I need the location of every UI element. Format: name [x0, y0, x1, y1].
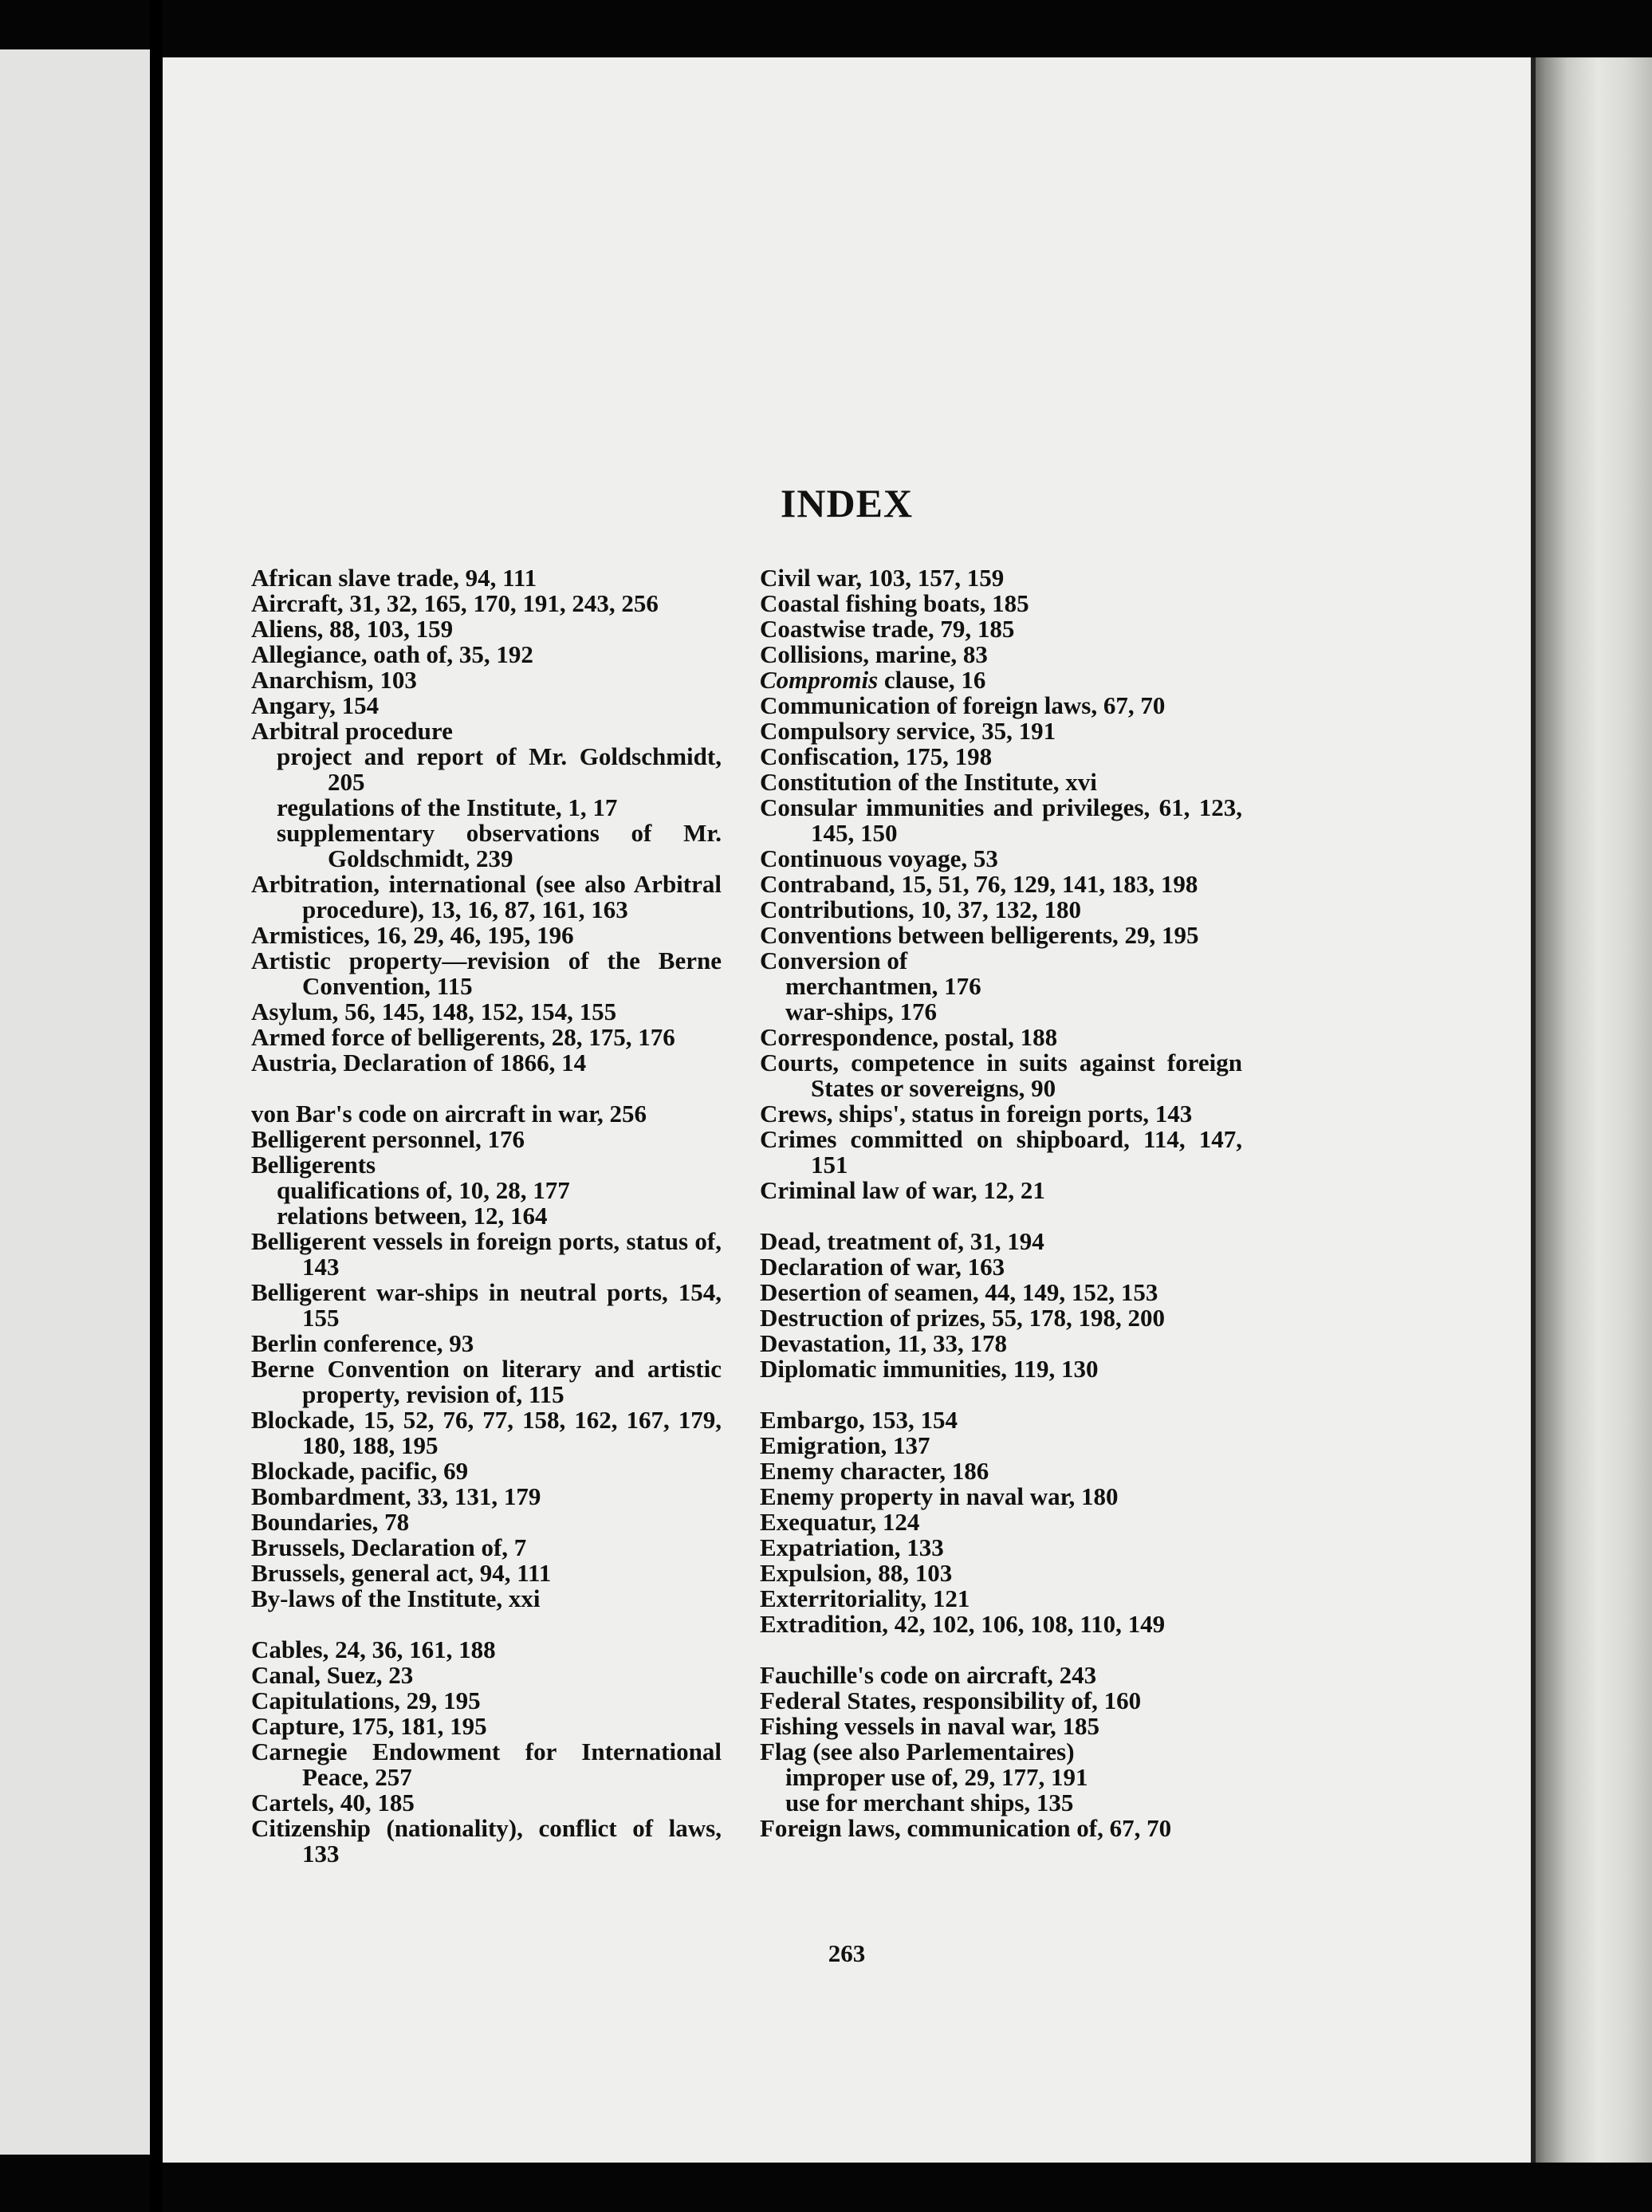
- index-entry: Consular immunities and privileges, 61, 123, 145, 150: [760, 793, 1242, 847]
- index-entry: Canal, Suez, 23: [251, 1661, 414, 1689]
- index-entry: Desertion of seamen, 44, 149, 152, 153: [760, 1278, 1158, 1306]
- index-entry: Federal States, responsibility of, 160: [760, 1687, 1142, 1714]
- index-entry: Bombardment, 33, 131, 179: [251, 1482, 541, 1510]
- index-entry: Coastwise trade, 79, 185: [760, 615, 1015, 643]
- index-entry: Devastation, 11, 33, 178: [760, 1329, 1007, 1357]
- index-entry: Asylum, 56, 145, 148, 152, 154, 155: [251, 998, 617, 1025]
- index-entry: Coastal fishing boats, 185: [760, 589, 1029, 617]
- index-subentry: supplementary observations of Mr. Goldschmidt, 239: [277, 819, 722, 872]
- letter-group-gap: [251, 1076, 722, 1101]
- index-entry: Fauchille's code on aircraft, 243: [760, 1661, 1097, 1689]
- index-entry: Artistic property—revision of the Berne Convention, 115: [251, 947, 722, 1000]
- index-entry: Capture, 175, 181, 195: [251, 1712, 487, 1740]
- index-entry: Civil war, 103, 157, 159: [760, 564, 1005, 592]
- index-entry: Communication of foreign laws, 67, 70: [760, 691, 1166, 719]
- letter-group-gap: [760, 1203, 1242, 1229]
- index-entry: Angary, 154: [251, 691, 380, 719]
- index-entry: Conventions between belligerents, 29, 195: [760, 921, 1199, 949]
- index-entry: Belligerent war-ships in neutral ports, 154, 155: [251, 1278, 722, 1332]
- index-entry: Criminal law of war, 12, 21: [760, 1176, 1045, 1204]
- index-entry: Austria, Declaration of 1866, 14: [251, 1049, 587, 1076]
- index-entry: Belligerent vessels in foreign ports, status of, 143: [251, 1227, 722, 1281]
- index-entry: Exequatur, 124: [760, 1508, 920, 1536]
- page-block-edge: [1531, 57, 1652, 2163]
- index-entry: Continuous voyage, 53: [760, 844, 998, 872]
- index-entry: African slave trade, 94, 111: [251, 564, 537, 592]
- index-subentry: qualifications of, 10, 28, 177: [277, 1176, 570, 1204]
- index-entry: Diplomatic immunities, 119, 130: [760, 1355, 1099, 1383]
- index-entry: Flag (see also Parlementaires): [760, 1738, 1075, 1765]
- index-entry: von Bar's code on aircraft in war, 256: [251, 1100, 647, 1128]
- index-entry: Emigration, 137: [760, 1431, 930, 1459]
- index-entry: Contraband, 15, 51, 76, 129, 141, 183, 198: [760, 870, 1198, 898]
- index-entry: [760, 667, 1242, 693]
- index-entry: Fishing vessels in naval war, 185: [760, 1712, 1100, 1740]
- index-entry: Arbitration, international (see also Arbitral procedure), 13, 16, 87, 161, 163: [251, 870, 722, 923]
- index-entry: Belligerents: [251, 1151, 376, 1179]
- index-entry: Aircraft, 31, 32, 165, 170, 191, 243, 256: [251, 589, 659, 617]
- index-entry-text: clause, 16: [883, 666, 986, 694]
- index-entry: Blockade, 15, 52, 76, 77, 158, 162, 167, 179, 180, 188, 195: [251, 1406, 722, 1459]
- index-entry: Crimes committed on shipboard, 114, 147, 151: [760, 1125, 1242, 1179]
- index-entry: Compulsory service, 35, 191: [760, 717, 1056, 745]
- index-entry: Confiscation, 175, 198: [760, 742, 993, 770]
- index-subentry: use for merchant ships, 135: [785, 1789, 1074, 1816]
- index-entry: Citizenship (nationality), conflict of laws, 133: [251, 1814, 722, 1868]
- index-entry: Berlin conference, 93: [251, 1329, 474, 1357]
- index-entry: Declaration of war, 163: [760, 1253, 1005, 1281]
- index-entry: Anarchism, 103: [251, 666, 417, 694]
- index-entry: Destruction of prizes, 55, 178, 198, 200: [760, 1304, 1165, 1332]
- page-number: 263: [828, 1939, 866, 1967]
- index-entry: Aliens, 88, 103, 159: [251, 615, 454, 643]
- index-entry: Armed force of belligerents, 28, 175, 176: [251, 1023, 675, 1051]
- index-entry: Boundaries, 78: [251, 1508, 410, 1536]
- index-entry: Exterritoriality, 121: [760, 1584, 970, 1612]
- index-entry: Brussels, Declaration of, 7: [251, 1533, 527, 1561]
- index-entry: Berne Convention on literary and artistic property, revision of, 115: [251, 1355, 722, 1408]
- index-entry: Belligerent personnel, 176: [251, 1125, 525, 1153]
- index-entry: Crews, ships', status in foreign ports, 143: [760, 1100, 1193, 1128]
- index-entry: Enemy property in naval war, 180: [760, 1482, 1119, 1510]
- index-entry: Capitulations, 29, 195: [251, 1687, 481, 1714]
- index-entry: Cartels, 40, 185: [251, 1789, 415, 1816]
- index-subentry: regulations of the Institute, 1, 17: [277, 793, 618, 821]
- index-entry: Embargo, 153, 154: [760, 1406, 958, 1434]
- index-entry: Correspondence, postal, 188: [760, 1023, 1058, 1051]
- letter-group-gap: [251, 1612, 722, 1637]
- index-entry-italic-term: Compromis: [760, 666, 879, 694]
- index-entry: Arbitral procedure: [251, 717, 453, 745]
- index-entry: Allegiance, oath of, 35, 192: [251, 640, 533, 668]
- index-entry: Courts, competence in suits against foreign States or sovereigns, 90: [760, 1049, 1242, 1102]
- index-entry: Blockade, pacific, 69: [251, 1457, 469, 1485]
- index-entry: Foreign laws, communication of, 67, 70: [760, 1814, 1172, 1842]
- index-entry: Armistices, 16, 29, 46, 195, 196: [251, 921, 574, 949]
- index-entry: Brussels, general act, 94, 111: [251, 1559, 552, 1587]
- index-entry: Expatriation, 133: [760, 1533, 944, 1561]
- index-subentry: improper use of, 29, 177, 191: [785, 1763, 1088, 1791]
- index-entry: Expulsion, 88, 103: [760, 1559, 953, 1587]
- letter-group-gap: [760, 1637, 1242, 1663]
- index-entry: Dead, treatment of, 31, 194: [760, 1227, 1044, 1255]
- index-entry: Conversion of: [760, 947, 908, 974]
- letter-group-gap: [760, 1382, 1242, 1407]
- index-column-left: [251, 565, 722, 1867]
- page-title: INDEX: [780, 481, 914, 525]
- index-entry: Cables, 24, 36, 161, 188: [251, 1635, 496, 1663]
- index-page: [163, 57, 1531, 2163]
- index-entry: Constitution of the Institute, xvi: [760, 768, 1097, 796]
- index-entry: Contributions, 10, 37, 132, 180: [760, 895, 1082, 923]
- index-subentry: merchantmen, 176: [785, 972, 981, 1000]
- index-entry: Extradition, 42, 102, 106, 108, 110, 149: [760, 1610, 1166, 1638]
- binding-gutter: [150, 0, 163, 2212]
- index-entry: By-laws of the Institute, xxi: [251, 1584, 541, 1612]
- index-entry: Enemy character, 186: [760, 1457, 989, 1485]
- facing-page-edge: [0, 49, 150, 2155]
- index-entry: Carnegie Endowment for International Peace, 257: [251, 1738, 722, 1791]
- index-subentry: project and report of Mr. Goldschmidt, 205: [277, 742, 722, 796]
- index-subentry: relations between, 12, 164: [277, 1202, 548, 1230]
- index-subentry: war-ships, 176: [785, 998, 938, 1025]
- index-column-right: [760, 565, 1242, 1841]
- index-entry: Collisions, marine, 83: [760, 640, 988, 668]
